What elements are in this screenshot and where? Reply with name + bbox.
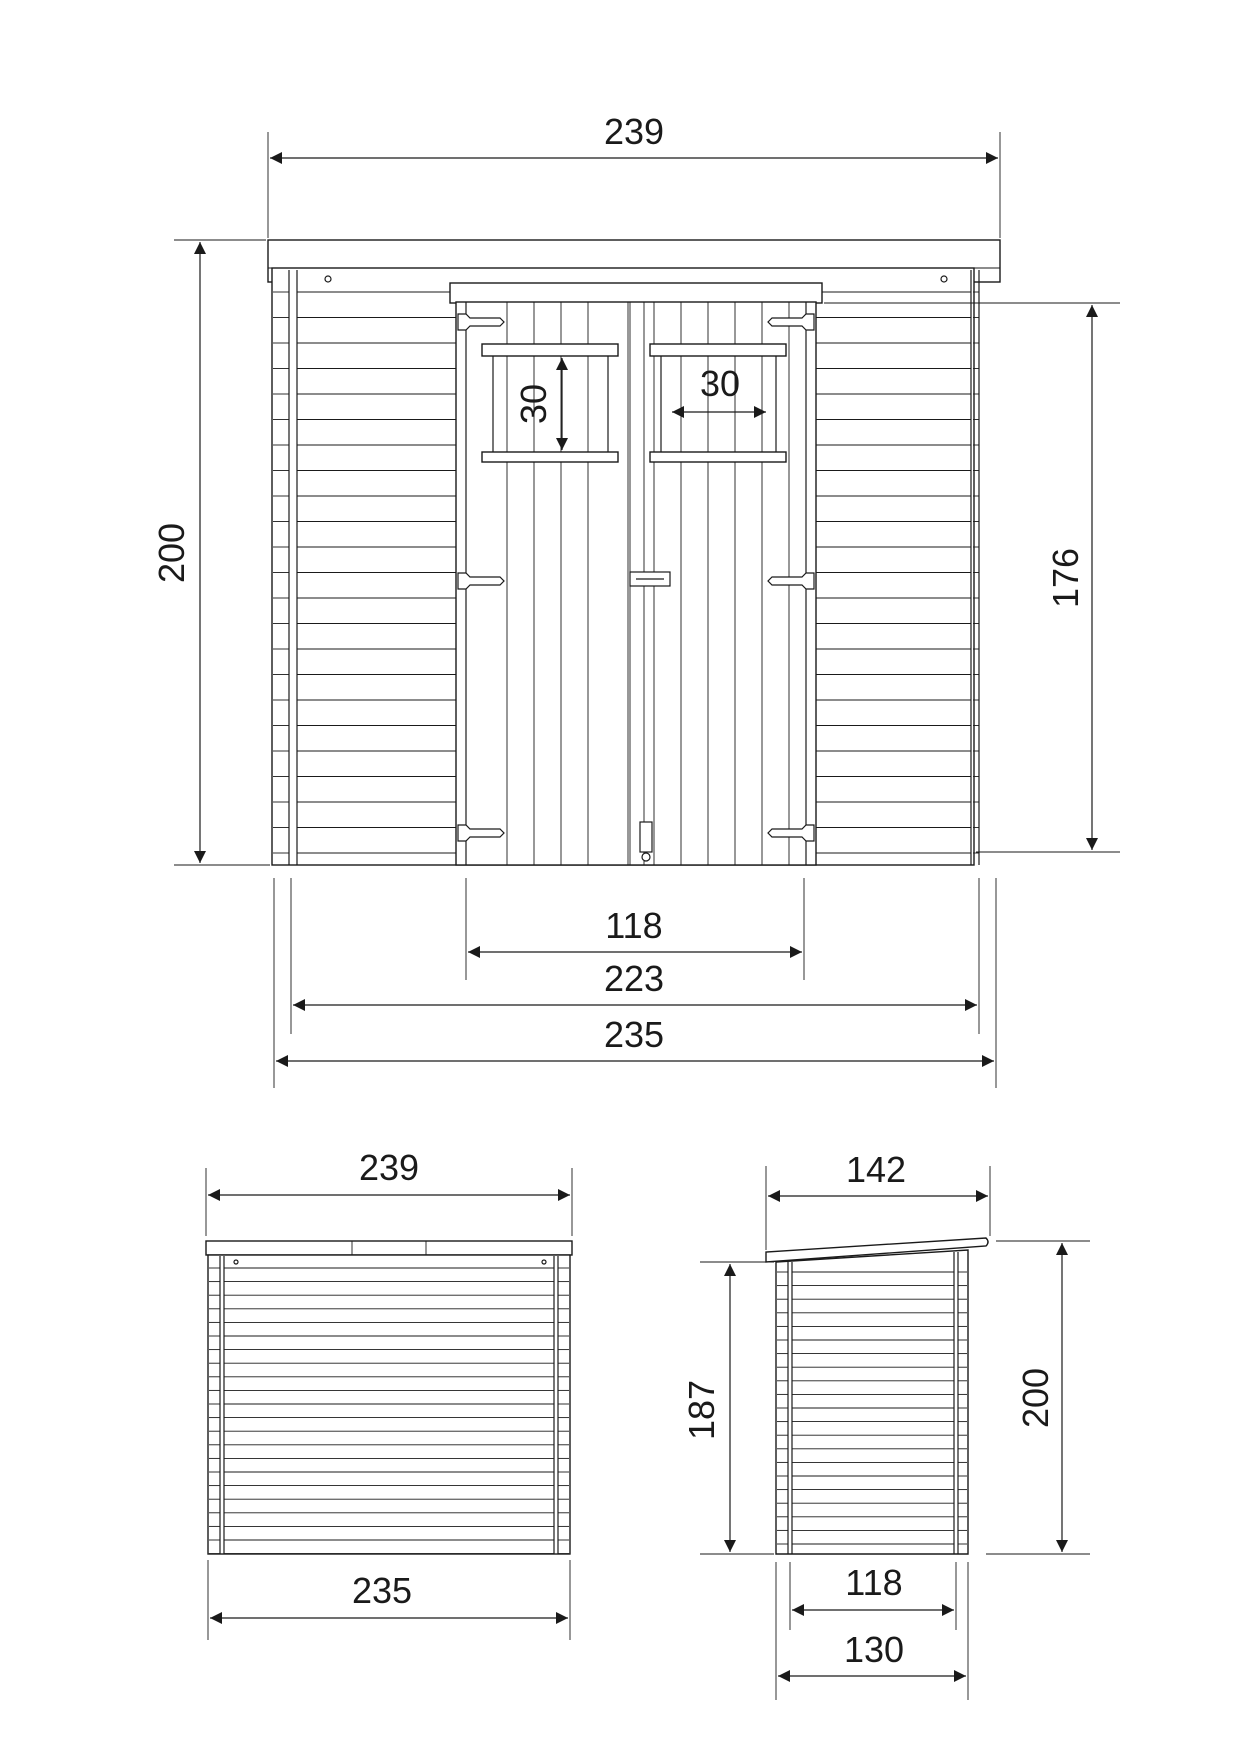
side-wall: [776, 1250, 968, 1554]
front-overall-height-label: 200: [151, 522, 192, 584]
door-header: [450, 283, 822, 303]
front-base-width-label: 235: [603, 1014, 665, 1055]
side-base-depth-label: 130: [843, 1629, 905, 1670]
door-height-label: 176: [1045, 547, 1086, 609]
back-view: [206, 1241, 572, 1554]
back-roof: [206, 1241, 572, 1255]
front-overall-width-label: 239: [603, 111, 665, 152]
window-width-label: 30: [699, 363, 741, 404]
side-inner-depth-label: 118: [845, 1562, 903, 1603]
inner-width-label: 223: [603, 958, 665, 999]
side-view: [766, 1238, 988, 1554]
side-wall-planks: [777, 1272, 967, 1544]
window-height-label: 30: [513, 383, 554, 425]
back-roof-width-label: 239: [358, 1147, 420, 1188]
side-low-height-label: 187: [681, 1379, 722, 1441]
back-wall: [208, 1255, 570, 1554]
side-roof-depth-label: 142: [845, 1149, 907, 1190]
side-high-height-label: 200: [1015, 1367, 1056, 1429]
back-base-width-label: 235: [351, 1570, 413, 1611]
door-width-label: 118: [605, 905, 663, 946]
front-view: [268, 240, 1000, 865]
